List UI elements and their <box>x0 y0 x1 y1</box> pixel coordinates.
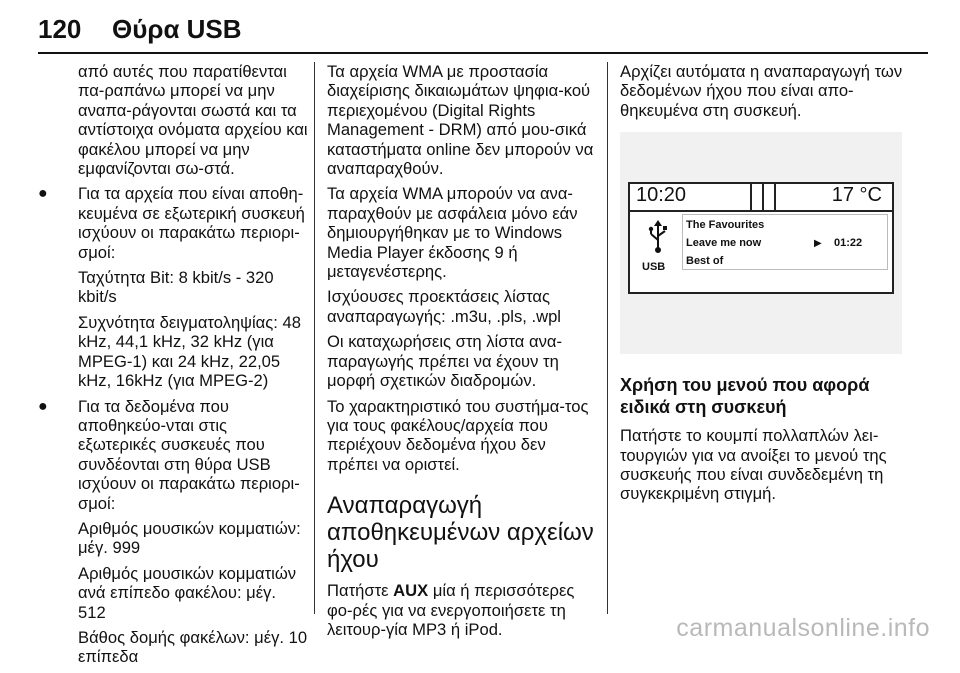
column-divider-1 <box>314 62 315 614</box>
bullet-icon: ● <box>38 185 48 203</box>
bullet-icon: ● <box>38 397 48 415</box>
bullet-2-sub-2: Αριθμός μουσικών κομματιών ανά επίπεδο φακέλου: μέγ. 512 <box>78 563 297 622</box>
track-item: Best of <box>686 255 724 268</box>
page-title: Θύρα USB <box>112 14 242 44</box>
section-heading-device-menu: Χρήση του μενού που αφορά ειδικά στη συσκευή <box>620 375 870 418</box>
col3-paragraph-1: Αρχίζει αυτόματα η αναπαραγωγή των δεδομένων ήχου που είναι απο-θηκευμένα στη συσκευή. <box>620 62 903 120</box>
page-number: 120 <box>38 14 82 44</box>
col3-paragraph-2: Πατήστε το κουμπί πολλαπλών λει-τουργιών για να ανοίξει το μενού της συσκευής που είναι συνδεδεμένη τη συγκεκριμένη στιγμή. <box>620 426 887 504</box>
paragraph-6-pre: Πατήστε <box>327 581 394 601</box>
col2-paragraph-5: Το χαρακτηριστικό του συστήμα-τος για τους φακέλους/αρχεία που περιέχουν δεδομένα ήχου δεν πρέπει να οριστεί. <box>327 396 589 474</box>
header-divider <box>38 52 928 54</box>
paragraph-6-post: μία ή περισσότερες φο-ρές για να ενεργοποιήσετε τη λειτουρ-γία MP3 ή iPod. <box>327 581 575 639</box>
track-item: Leave me now <box>686 237 762 250</box>
display-temperature: 17 °C <box>831 184 882 207</box>
column-1 <box>38 62 308 673</box>
col2-paragraph-4: Οι καταχωρήσεις στη λίστα ανα-παραγωγής πρέπει να έχουν τη μορφή σχετικών διαδρομών. <box>327 332 563 391</box>
col2-paragraph-6 <box>327 581 597 639</box>
column-2 <box>327 62 597 645</box>
bullet-1-text: Για τα αρχεία που είναι αποθη-κευμένα σε εξωτερική συσκευή ισχύουν οι παρακάτω περιορι-σμοί: <box>78 184 305 262</box>
page-header <box>0 0 960 56</box>
column-3 <box>620 62 910 510</box>
bullet-1-sub-2: Συχνότητα δειγματοληψίας: 48 kHz, 44,1 kHz, 32 kHz (για MPEG-1) και 24 kHz, 22,05 kHz, 16kHz (για MPEG-2) <box>78 312 301 391</box>
usb-source-label: USB <box>642 261 666 274</box>
col1-bullet-1 <box>38 184 308 390</box>
section-heading-playback: Αναπαραγωγή αποθηκευμένων αρχείων ήχου <box>327 492 594 574</box>
display-tick <box>750 184 752 212</box>
bullet-2-text: Για τα δεδομένα που αποθηκεύο-νται στις εξωτερικές συσκευές που συνδέονται στη θύρα USB ισχύουν οι παρακάτω περιορι-σμοί: <box>78 396 300 513</box>
bullet-2-sub-1: Αριθμός μουσικών κομματιών: μέγ. 999 <box>78 518 301 558</box>
usb-icon <box>646 220 670 254</box>
track-duration: 01:22 <box>834 237 863 250</box>
col1-paragraph-1: από αυτές που παρατίθενται πα-ραπάνω μπορεί να μην αναπα-ράγονται σωστά και τα αντίστοιχα ονόματα αρχείου και φακέλου μπορεί να μην εμφανίζονται σω-στά. <box>78 62 308 179</box>
radio-display <box>628 182 894 294</box>
radio-screen-illustration <box>620 132 902 354</box>
play-icon: ▶ <box>814 238 822 250</box>
bullet-2-sub-3: Βάθος δομής φακέλων: μέγ. 10 επίπεδα <box>78 627 308 667</box>
aux-button-label: AUX <box>393 581 429 601</box>
col2-paragraph-3: Ισχύουσες προεκτάσεις λίστας αναπαραγωγής: .m3u, .pls, .wpl <box>327 287 561 326</box>
column-divider-2 <box>607 62 608 614</box>
display-status-divider <box>630 210 892 212</box>
col1-bullet-2 <box>38 397 308 667</box>
bullet-1-sub-1: Ταχύτητα Bit: 8 kbit/s - 320 kbit/s <box>78 268 274 307</box>
display-tick <box>762 184 764 212</box>
col2-paragraph-1: Τα αρχεία WMA με προστασία διαχείρισης δικαιωμάτων ψηφια-κού περιεχομένου (Digital Rights Management - DRM) από μου-σικά καταστήματα online δεν μπορούν να αναπαραχθούν. <box>327 62 594 179</box>
watermark: carmanualsonline.info <box>676 614 930 642</box>
display-clock: 10:20 <box>636 184 687 207</box>
col2-paragraph-2: Τα αρχεία WMA μπορούν να ανα-παραχθούν με ασφάλεια μόνο εάν δημιουργήθηκαν με το Windows Media Player έκδοσης 9 ή μεταγενέστερης. <box>327 184 578 282</box>
track-item: The Favourites <box>686 219 765 232</box>
display-tick <box>774 184 776 212</box>
